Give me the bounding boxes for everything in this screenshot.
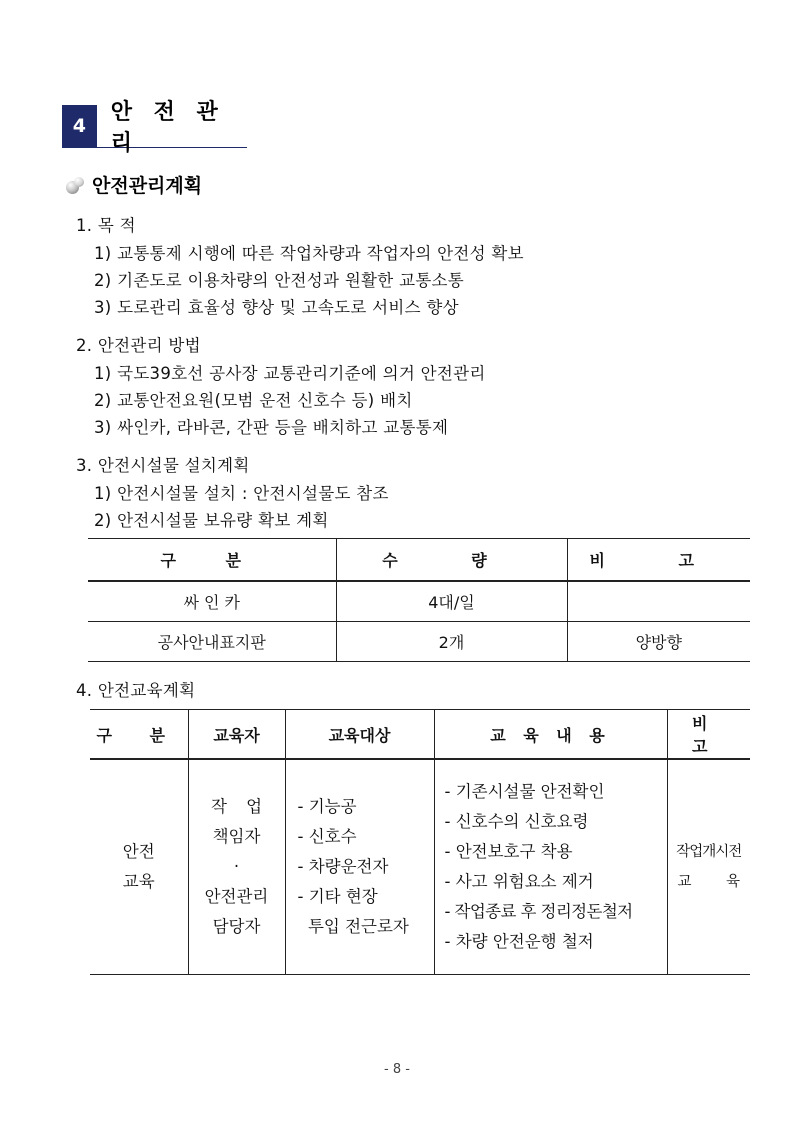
cell-line: - 작업종료 후 정리정돈철저 — [444, 902, 633, 921]
cell-line: 안전 — [122, 842, 155, 861]
table-cell — [567, 581, 750, 622]
cell-line: - 안전보호구 착용 — [444, 842, 573, 861]
section-header — [62, 100, 247, 156]
table-header-cell: 구 분 — [88, 539, 336, 582]
item-line: 3) 도로관리 효율성 향상 및 고속도로 서비스 향상 — [94, 298, 459, 317]
cell-line: · — [233, 857, 240, 876]
item-line: 3) 싸인카, 라바콘, 간판 등을 배치하고 교통통제 — [94, 418, 449, 437]
table-cell: 싸 인 카 — [88, 581, 336, 622]
section-number: 4 — [62, 105, 97, 147]
table-header-cell: 구 분 — [90, 710, 188, 760]
cell-line: - 신호수의 신호요령 — [444, 812, 589, 831]
contents-cell — [434, 759, 667, 975]
item-line: 2) 안전시설물 보유량 확보 계획 — [94, 511, 329, 530]
table-cell: 양방향 — [567, 622, 750, 662]
category-cell — [90, 759, 188, 975]
cell-line: - 차량운전자 — [297, 857, 389, 876]
item-heading: 3. 안전시설물 설치계획 — [76, 456, 250, 475]
cell-line: - 차량 안전운행 철저 — [444, 932, 594, 951]
cell-line: - 사고 위험요소 제거 — [444, 872, 594, 891]
cell-line: 담당자 — [212, 917, 261, 936]
table-row — [88, 622, 750, 662]
table-header-row — [88, 539, 750, 582]
cell-line: 투입 전근로자 — [297, 917, 409, 936]
section-title: 안 전 관 리 — [110, 100, 225, 156]
item-heading: 2. 안전관리 방법 — [76, 336, 201, 355]
cell-line: 작업개시전 — [676, 844, 742, 860]
table-cell: 공사안내표지판 — [88, 622, 336, 662]
item-line: 2) 교통안전요원(모범 운전 신호수 등) 배치 — [94, 391, 413, 410]
cell-line: 안전관리 — [204, 887, 269, 906]
cell-line: - 기존시설물 안전확인 — [444, 782, 605, 801]
table-header-cell: 교 육 내 용 — [434, 710, 667, 760]
item-heading: 1. 목 적 — [76, 216, 136, 235]
cell-line: - 기능공 — [297, 797, 357, 816]
item-line: 1) 안전시설물 설치 : 안전시설물도 참조 — [94, 484, 389, 503]
note-cell — [667, 759, 750, 975]
cell-line: 교육 — [122, 872, 155, 891]
safety-facility-table — [88, 538, 750, 662]
safety-education-table — [90, 709, 750, 975]
cell-line: - 신호수 — [297, 827, 357, 846]
table-header-cell: 비 고 — [567, 539, 750, 582]
table-header-cell: 비 고 — [667, 710, 750, 760]
item-heading: 4. 안전교육계획 — [76, 681, 196, 700]
cell-line: 작 업 — [210, 797, 263, 816]
cell-line: 책임자 — [212, 827, 261, 846]
table-row — [90, 759, 750, 975]
table-header-cell: 수 량 — [336, 539, 567, 582]
cell-line: - 기타 현장 — [297, 887, 378, 906]
item-line: 2) 기존도로 이용차량의 안전성과 원활한 교통소통 — [94, 271, 465, 290]
table-cell: 2개 — [336, 622, 567, 662]
subheading-text: 안전관리계획 — [92, 175, 203, 197]
table-cell: 4대/일 — [336, 581, 567, 622]
table-header-cell: 교육대상 — [285, 710, 434, 760]
educator-cell — [188, 759, 285, 975]
item-line: 1) 교통통제 시행에 따른 작업차량과 작업자의 안전성 확보 — [94, 244, 524, 263]
subheading — [66, 171, 202, 198]
item-line: 1) 국도39호선 공사장 교통관리기준에 의거 안전관리 — [94, 364, 486, 383]
table-row — [88, 581, 750, 622]
cell-line: 교 육 — [677, 874, 741, 890]
targets-cell — [285, 759, 434, 975]
table-header-row — [90, 710, 750, 760]
table-header-cell: 교육자 — [188, 710, 285, 760]
bullet-icon — [66, 177, 88, 193]
page-number: - 8 - — [384, 1062, 410, 1077]
